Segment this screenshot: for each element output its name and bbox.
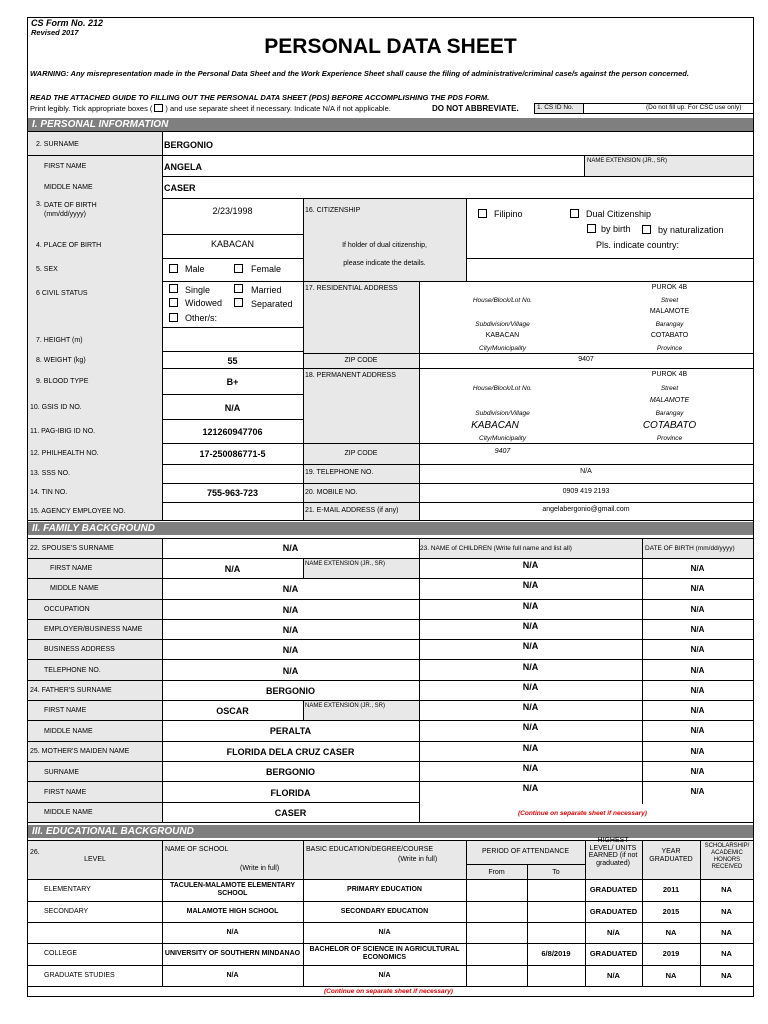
- permanent-address-label: 18. PERMANENT ADDRESS: [305, 372, 396, 379]
- row-line: [28, 520, 753, 521]
- res-zip-label: ZIP CODE: [344, 357, 378, 364]
- row-line: [28, 986, 753, 987]
- first-name-value[interactable]: ANGELA: [164, 162, 202, 172]
- form-number: CS Form No. 212: [31, 18, 104, 28]
- row-line: [28, 761, 753, 762]
- gsis-value[interactable]: N/A: [224, 403, 241, 413]
- perm-street-sub: Street: [660, 385, 679, 392]
- level-header: LEVEL: [84, 856, 106, 863]
- dual-note-1: If holder of dual citizenship,: [342, 242, 427, 249]
- civil-separated-label: Separated: [251, 299, 293, 309]
- highest-level-header: HIGHEST LEVEL/ UNITS EARNED (if not graduated): [588, 837, 638, 867]
- residential-address-label: 17. RESIDENTIAL ADDRESS: [305, 285, 398, 292]
- sex-male-checkbox[interactable]: [169, 264, 178, 273]
- sex-female-checkbox[interactable]: [234, 264, 243, 273]
- edu-honors[interactable]: NA: [721, 970, 732, 980]
- edu-highest[interactable]: GRADUATED: [589, 885, 638, 894]
- edu-year[interactable]: NA: [665, 970, 677, 980]
- res-province-sub: Province: [656, 345, 683, 352]
- row-line: [162, 394, 303, 395]
- sex-male-label: Male: [185, 264, 205, 274]
- mother-first-label: FIRST NAME: [44, 789, 87, 796]
- child-name[interactable]: N/A: [522, 783, 539, 794]
- row-line: [162, 351, 303, 352]
- edu-to[interactable]: [527, 922, 585, 943]
- dob-label: DATE OF BIRTH: [44, 202, 97, 209]
- mobile-label: 20. MOBILE NO.: [305, 489, 358, 496]
- revised-date: Revised 2017: [31, 28, 79, 37]
- citizenship-label: 16. CITIZENSHIP: [305, 207, 361, 214]
- section-family-background: II. FAMILY BACKGROUND: [28, 522, 753, 535]
- warning-text: WARNING: Any misrepresentation made in the Personal Data Sheet and the Work Experience Sheet shall cause the filing of administrative/criminal case/s against the person concerned.: [30, 69, 689, 78]
- email-value[interactable]: angelabergonio@gmail.com: [542, 506, 630, 513]
- perm-province-value[interactable]: COTABATO: [642, 420, 697, 431]
- edu-school[interactable]: N/A: [226, 928, 239, 936]
- child-dob[interactable]: N/A: [690, 726, 705, 736]
- father-middle-label: MIDDLE NAME: [44, 728, 93, 735]
- edu-course[interactable]: SECONDARY EDUCATION: [340, 907, 429, 915]
- child-dob[interactable]: N/A: [690, 746, 705, 756]
- edu-to[interactable]: 6/8/2019: [541, 949, 571, 958]
- edu-honors[interactable]: NA: [721, 949, 732, 958]
- row-line: [28, 822, 753, 823]
- edu-to[interactable]: [527, 965, 585, 986]
- row-line: [303, 281, 753, 282]
- employer-value[interactable]: N/A: [282, 625, 299, 635]
- child-dob[interactable]: N/A: [690, 767, 705, 776]
- child-name[interactable]: N/A: [522, 661, 539, 672]
- child-name[interactable]: N/A: [522, 742, 539, 753]
- citizenship-dual-label: Dual Citizenship: [586, 209, 652, 219]
- father-middle-value[interactable]: PERALTA: [269, 726, 312, 736]
- spouse-first-value[interactable]: N/A: [224, 564, 241, 574]
- perm-barangay-value[interactable]: MALAMOTE: [649, 397, 690, 404]
- by-birth-label: by birth: [601, 224, 631, 234]
- col-line: [584, 155, 585, 176]
- place-of-birth-label: 4. PLACE OF BIRTH: [36, 242, 102, 249]
- telephone-value[interactable]: N/A: [580, 468, 592, 475]
- row-line: [162, 281, 303, 282]
- perm-barangay-sub: Barangay: [655, 410, 684, 417]
- school-header-sub: (Write in full): [240, 865, 280, 872]
- edu-year[interactable]: 2011: [662, 885, 680, 894]
- citizenship-filipino-checkbox[interactable]: [478, 209, 487, 218]
- row-line: [28, 720, 753, 721]
- edu-course[interactable]: BACHELOR OF SCIENCE IN AGRICULTURAL ECONOMICS: [309, 946, 460, 961]
- edu-course[interactable]: N/A: [378, 971, 391, 979]
- res-barangay-sub: Barangay: [655, 321, 684, 328]
- edu-level: SECONDARY: [44, 907, 89, 915]
- row-line: [466, 864, 585, 865]
- spouse-middle-value[interactable]: N/A: [282, 584, 299, 594]
- child-name[interactable]: N/A: [522, 681, 539, 692]
- dob-format: (mm/dd/yyyy): [44, 211, 86, 218]
- course-header-sub: (Write in full): [398, 856, 438, 863]
- family-continue-note: (Continue on separate sheet if necessary): [518, 810, 647, 817]
- edu-course[interactable]: N/A: [378, 928, 391, 936]
- first-name-label: FIRST NAME: [44, 163, 87, 170]
- philhealth-value[interactable]: 17-250086771-5: [199, 449, 266, 459]
- res-barangay-value[interactable]: MALAMOTE: [649, 308, 690, 315]
- child-dob[interactable]: N/A: [690, 584, 705, 594]
- edu-year[interactable]: 2015: [662, 906, 680, 916]
- perm-province-sub: Province: [656, 435, 683, 442]
- edu-level: ELEMENTARY: [44, 886, 91, 893]
- cs-id-note: (Do not fill up. For CSC use only): [646, 104, 742, 111]
- education-number: 26.: [30, 849, 40, 856]
- sex-female-label: Female: [251, 264, 282, 274]
- father-first-label: FIRST NAME: [44, 707, 87, 714]
- print-legibly-text: [30, 104, 391, 113]
- res-house-sub: House/Block/Lot No.: [472, 297, 533, 304]
- child-dob[interactable]: N/A: [690, 787, 705, 797]
- middle-name-label: MIDDLE NAME: [44, 184, 93, 191]
- course-header: BASIC EDUCATION/DEGREE/COURSE: [306, 846, 434, 853]
- edu-highest[interactable]: GRADUATED: [589, 949, 638, 958]
- read-guide-text: READ THE ATTACHED GUIDE TO FILLING OUT THE PERSONAL DATA SHEET (PDS) BEFORE ACCOMPLISHING THE PDS FORM.: [30, 93, 490, 102]
- col-line: [419, 281, 420, 520]
- section-personal-information: I. PERSONAL INFORMATION: [28, 118, 753, 131]
- row-line: [162, 258, 303, 259]
- child-dob[interactable]: N/A: [690, 564, 705, 573]
- to-header: To: [552, 869, 560, 876]
- res-street-value[interactable]: PUROK 4B: [651, 284, 688, 291]
- child-dob[interactable]: N/A: [690, 604, 705, 614]
- by-naturalization-label: by naturalization: [658, 225, 724, 235]
- row-line: [28, 802, 419, 803]
- edu-from[interactable]: [466, 943, 527, 965]
- print-legibly-part2: ) and use separate sheet if necessary. Indicate N/A if not applicable.: [165, 104, 391, 113]
- perm-city-value[interactable]: KABACAN: [471, 420, 519, 431]
- dual-note-2: please indicate the details.: [343, 260, 426, 267]
- row-line: [28, 558, 753, 559]
- children-dob-header-label: DATE OF BIRTH (mm/dd/yyyy): [645, 545, 735, 552]
- col-line: [303, 558, 304, 578]
- edu-course[interactable]: PRIMARY EDUCATION: [347, 886, 422, 893]
- blood-type-label: 9. BLOOD TYPE: [36, 378, 89, 385]
- perm-city-sub: City/Municipality: [479, 435, 526, 442]
- citizenship-dual-checkbox[interactable]: [570, 209, 579, 218]
- row-line: [28, 619, 753, 620]
- father-name-ext-label: NAME EXTENSION (JR., SR): [305, 703, 386, 709]
- child-name[interactable]: N/A: [522, 702, 539, 713]
- mother-maiden-label: 25. MOTHER'S MAIDEN NAME: [30, 748, 130, 755]
- education-continue-note: (Continue on separate sheet if necessary): [324, 988, 453, 995]
- spouse-name-ext-label: NAME EXTENSION (JR., SR): [305, 561, 386, 567]
- civil-separated-checkbox[interactable]: [234, 298, 243, 307]
- child-dob[interactable]: N/A: [690, 665, 705, 675]
- edu-to[interactable]: [527, 901, 585, 922]
- row-line: [28, 599, 753, 600]
- civil-widowed-checkbox[interactable]: [169, 298, 178, 307]
- weight-value[interactable]: 55: [227, 356, 238, 366]
- edu-honors[interactable]: NA: [721, 906, 732, 916]
- name-extension-label: NAME EXTENSION (JR., SR): [587, 158, 668, 164]
- edu-from[interactable]: [466, 965, 527, 986]
- edu-year[interactable]: 2019: [662, 949, 680, 958]
- row-line: [28, 781, 753, 782]
- height-label: 7. HEIGHT (m): [36, 337, 83, 344]
- child-dob[interactable]: N/A: [690, 624, 705, 634]
- spouse-surname-value[interactable]: N/A: [282, 543, 299, 553]
- row-line: [28, 700, 753, 701]
- pagibig-label: 11. PAG-IBIG ID NO.: [30, 428, 96, 435]
- occupation-label: OCCUPATION: [44, 606, 90, 613]
- row-line: [303, 353, 753, 354]
- row-line: [162, 198, 753, 199]
- edu-from[interactable]: [466, 901, 527, 922]
- spouse-first-label: FIRST NAME: [50, 565, 93, 572]
- child-dob[interactable]: N/A: [690, 645, 705, 655]
- do-not-abbreviate: DO NOT ABBREVIATE.: [432, 104, 519, 113]
- edu-highest[interactable]: N/A: [607, 927, 620, 937]
- child-name[interactable]: N/A: [522, 641, 539, 652]
- spouse-middle-label: MIDDLE NAME: [50, 585, 99, 592]
- row-line: [162, 234, 303, 235]
- by-naturalization-checkbox[interactable]: [642, 225, 651, 234]
- row-line: [28, 155, 753, 156]
- row-line: [28, 639, 753, 640]
- sss-label: 13. SSS NO.: [30, 470, 71, 477]
- row-line: [303, 443, 753, 444]
- col-line: [303, 700, 304, 720]
- employer-label: EMPLOYER/BUSINESS NAME: [44, 626, 143, 633]
- row-line: [162, 176, 753, 177]
- print-legibly-part1: Print legibly. Tick appropriate boxes (: [30, 104, 153, 113]
- agency-employee-label: 15. AGENCY EMPLOYEE NO.: [30, 508, 126, 515]
- edu-level: COLLEGE: [44, 950, 78, 957]
- res-city-sub: City/Municipality: [479, 345, 526, 352]
- mother-surname-label: SURNAME: [44, 769, 80, 776]
- page-title: PERSONAL DATA SHEET: [264, 35, 517, 58]
- civil-status-label: 6 CIVIL STATUS: [36, 290, 88, 297]
- child-dob[interactable]: N/A: [690, 685, 705, 695]
- civil-others-checkbox[interactable]: [169, 313, 178, 322]
- civil-married-label: Married: [251, 285, 282, 295]
- father-first-value[interactable]: OSCAR: [216, 706, 249, 716]
- sex-label: 5. SEX: [36, 266, 58, 273]
- section-educational-background: III. EDUCATIONAL BACKGROUND: [28, 825, 753, 838]
- middle-name-value[interactable]: CASER: [164, 183, 196, 193]
- spouse-telephone-value[interactable]: N/A: [282, 666, 299, 676]
- child-name[interactable]: N/A: [522, 600, 539, 611]
- tin-label: 14. TIN NO.: [30, 489, 68, 496]
- father-surname-label: 24. FATHER'S SURNAME: [30, 687, 112, 694]
- child-name[interactable]: N/A: [522, 580, 539, 591]
- civil-others-label: Other/s:: [185, 313, 218, 323]
- mother-maiden-value[interactable]: FLORIDA DELA CRUZ CASER: [226, 747, 355, 757]
- place-of-birth-value[interactable]: KABACAN: [210, 239, 254, 249]
- school-header: NAME OF SCHOOL: [165, 846, 229, 853]
- row-line: [28, 741, 753, 742]
- pagibig-value[interactable]: 121260947706: [202, 427, 263, 437]
- surname-label: 2. SURNAME: [36, 141, 79, 148]
- res-street-sub: Street: [660, 297, 679, 304]
- child-name[interactable]: N/A: [522, 620, 539, 631]
- row-line: [162, 419, 303, 420]
- mother-first-value[interactable]: FLORIDA: [270, 788, 311, 798]
- row-line: [28, 578, 753, 579]
- child-name[interactable]: N/A: [522, 763, 539, 773]
- row-line: [162, 443, 303, 444]
- mobile-value[interactable]: 0909 419 2193: [562, 488, 610, 495]
- telephone-label: 19. TELEPHONE NO.: [305, 469, 374, 476]
- row-line: [28, 840, 753, 841]
- civil-married-checkbox[interactable]: [234, 284, 243, 293]
- blood-type-value[interactable]: B+: [226, 377, 239, 387]
- perm-street-value[interactable]: PUROK 4B: [651, 371, 688, 378]
- gsis-label: 10. GSIS ID NO.: [30, 404, 82, 411]
- edu-highest[interactable]: N/A: [607, 970, 620, 980]
- row-line: [28, 131, 753, 132]
- father-surname-value[interactable]: BERGONIO: [265, 686, 315, 696]
- edu-school[interactable]: UNIVERSITY OF SOUTHERN MINDANAO: [164, 950, 301, 957]
- honors-header: SCHOLARSHIP/ ACADEMIC HONORS RECEIVED: [704, 843, 750, 870]
- edu-level: GRADUATE STUDIES: [44, 971, 115, 979]
- occupation-value[interactable]: N/A: [282, 605, 299, 615]
- row-line: [162, 368, 753, 369]
- business-address-label: BUSINESS ADDRESS: [44, 646, 115, 653]
- row-line: [162, 327, 303, 328]
- edu-from[interactable]: [466, 879, 527, 901]
- row-line: [28, 680, 753, 681]
- children-header-label: 23. NAME of CHILDREN (Write full name and list all): [420, 545, 572, 552]
- civil-widowed-label: Widowed: [185, 298, 223, 308]
- mother-middle-value[interactable]: CASER: [274, 808, 307, 818]
- mother-surname-value[interactable]: BERGONIO: [265, 767, 315, 777]
- civil-single-checkbox[interactable]: [169, 284, 178, 293]
- cs-id-label: 1. CS ID No.: [537, 104, 574, 111]
- perm-zip-label: ZIP CODE: [344, 450, 378, 457]
- dob-value[interactable]: 2/23/1998: [212, 206, 253, 216]
- tin-value[interactable]: 755-963-723: [206, 488, 259, 498]
- business-address-value[interactable]: N/A: [282, 645, 299, 655]
- row-line: [162, 464, 753, 465]
- edu-school[interactable]: TACULEN-MALAMOTE ELEMENTARY SCHOOL: [169, 882, 296, 897]
- spouse-telephone-label: TELEPHONE NO.: [44, 667, 101, 674]
- edu-year[interactable]: NA: [665, 927, 677, 937]
- edu-honors[interactable]: NA: [721, 885, 732, 894]
- edu-school[interactable]: MALAMOTE HIGH SCHOOL: [186, 907, 279, 915]
- residential-label-cell: [303, 281, 419, 368]
- perm-zip-value[interactable]: 9407: [494, 448, 511, 455]
- surname-value[interactable]: BERGONIO: [164, 140, 214, 150]
- citizenship-filipino-label: Filipino: [494, 209, 523, 219]
- period-header: PERIOD OF ATTENDANCE: [482, 848, 569, 855]
- mother-middle-label: MIDDLE NAME: [44, 809, 93, 816]
- edu-school[interactable]: N/A: [226, 971, 239, 979]
- dob-number: 3.: [36, 201, 42, 208]
- row-line: [162, 502, 753, 503]
- weight-label: 8. WEIGHT (kg): [36, 357, 86, 364]
- child-name[interactable]: N/A: [522, 560, 539, 570]
- res-subdivision-sub: Subdivision/Village: [475, 321, 530, 328]
- perm-subdivision-sub: Subdivision/Village: [475, 410, 530, 417]
- perm-house-sub: House/Block/Lot No.: [472, 385, 533, 392]
- spouse-surname-label: 22. SPOUSE'S SURNAME: [30, 545, 114, 552]
- col-line: [162, 538, 163, 822]
- edu-honors[interactable]: NA: [721, 927, 732, 937]
- tick-box-sample: [154, 104, 163, 112]
- col-line: [162, 131, 163, 520]
- res-province-value[interactable]: COTABATO: [650, 332, 689, 339]
- edu-to[interactable]: [527, 879, 585, 901]
- res-zip-value[interactable]: 9407: [578, 356, 594, 363]
- row-line: [162, 483, 753, 484]
- indicate-country-label: Pls. indicate country:: [596, 240, 680, 250]
- row-line: [28, 659, 753, 660]
- country-field[interactable]: [467, 259, 752, 280]
- edu-highest[interactable]: GRADUATED: [589, 906, 638, 916]
- email-label: 21. E-MAIL ADDRESS (if any): [305, 507, 399, 514]
- res-city-value[interactable]: KABACAN: [485, 332, 520, 339]
- row-line: [28, 538, 753, 539]
- from-header: From: [488, 869, 505, 876]
- child-dob[interactable]: N/A: [690, 706, 705, 716]
- civil-single-label: Single: [185, 285, 211, 295]
- year-graduated-header: YEAR GRADUATED: [649, 848, 693, 863]
- edu-level: [44, 922, 162, 943]
- philhealth-label: 12. PHILHEALTH NO.: [30, 450, 99, 457]
- by-birth-checkbox[interactable]: [587, 224, 596, 233]
- edu-from[interactable]: [466, 922, 527, 943]
- child-name[interactable]: N/A: [522, 722, 539, 733]
